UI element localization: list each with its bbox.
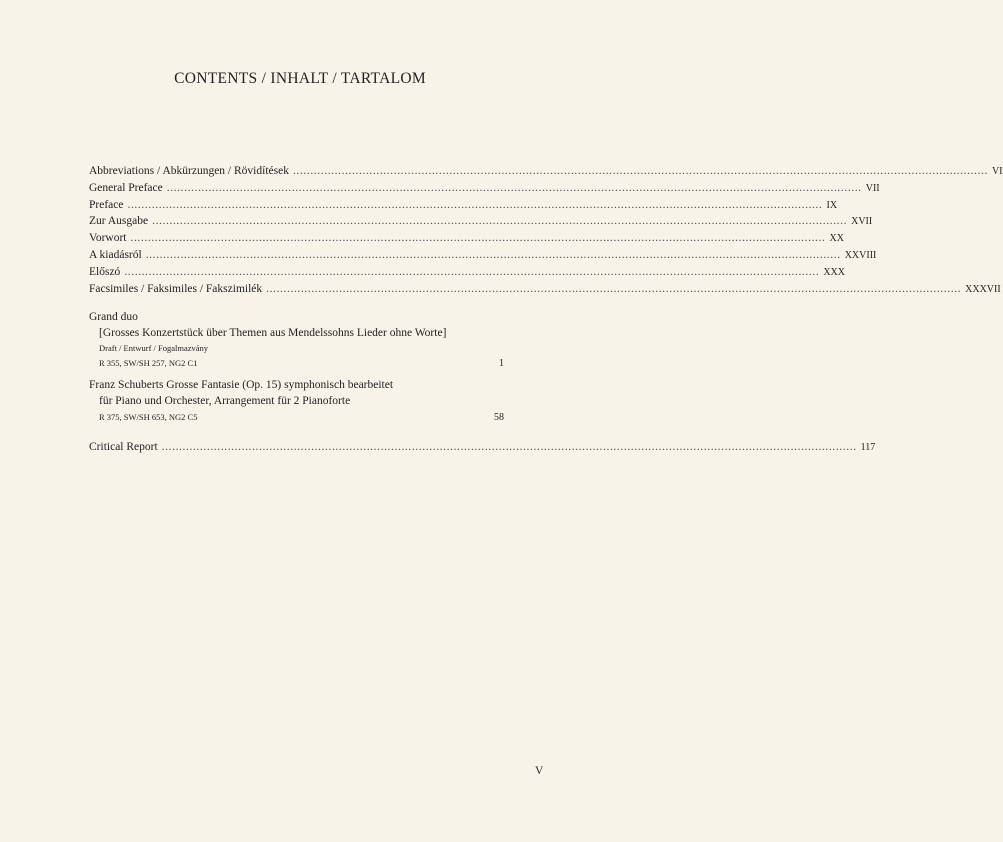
- dot-leader: ........................................................................................................................................................................................................: [124, 265, 820, 278]
- work-page: 1: [499, 358, 504, 369]
- page-title: CONTENTS / INHALT / TARTALOM: [174, 70, 426, 87]
- toc-entry-abbreviations[interactable]: [89, 163, 1003, 180]
- toc-entry-label: General Preface: [89, 181, 163, 194]
- toc-entry-page: 117: [860, 442, 876, 453]
- work-catalogue: R 375, SW/SH 653, NG2 C5: [99, 412, 198, 422]
- work-catalogue-row: [89, 409, 504, 425]
- toc-entry-page: IX: [826, 199, 838, 211]
- work-catalogue-row: [89, 355, 504, 371]
- dot-leader: ........................................................................................................................................................................................................: [166, 181, 862, 194]
- toc-entry-page: XXX: [823, 266, 845, 278]
- dot-leader: ........................................................................................................................................................................................................: [127, 198, 823, 211]
- work-page: 58: [494, 412, 504, 423]
- toc-entry-page: VI: [991, 166, 1003, 177]
- toc-entry-label: Abbreviations / Abkürzungen / Rövidítések: [89, 165, 289, 177]
- toc-entry-a-kiadasrol[interactable]: [89, 247, 877, 264]
- work-title: Grand duo: [89, 311, 138, 323]
- work-title: Franz Schuberts Grosse Fantasie (Op. 15) symphonisch bearbeitet: [89, 379, 394, 391]
- work-note: Draft / Entwurf / Fogalmazvány: [99, 343, 209, 353]
- dot-leader: ........................................................................................................................................................................................................: [266, 282, 962, 295]
- toc-entry-vorwort[interactable]: [89, 230, 844, 247]
- toc-entry-label: Preface: [89, 198, 124, 211]
- toc-entry-label: A kiadásról: [89, 248, 142, 261]
- toc-entry-page: XXVIII: [844, 249, 877, 261]
- toc-work-schubert-fantasie[interactable]: [89, 377, 504, 425]
- works-list: [89, 309, 876, 456]
- toc-entry-page: VII: [865, 182, 880, 194]
- dot-leader: ........................................................................................................................................................................................................: [161, 441, 857, 453]
- toc-entry-critical-report[interactable]: [89, 439, 876, 456]
- dot-leader: ........................................................................................................................................................................................................: [292, 165, 988, 177]
- toc-entry-page: XXXVII: [965, 283, 1001, 295]
- front-matter-list: [89, 163, 1003, 297]
- toc-work-grand-duo[interactable]: [89, 309, 504, 371]
- toc-entry-label: Vorwort: [89, 232, 127, 245]
- page-number: V: [535, 765, 544, 777]
- toc-entry-page: XVII: [851, 216, 873, 228]
- toc-entry-general-preface[interactable]: [89, 180, 880, 197]
- toc-entry-page: XX: [829, 233, 844, 245]
- toc-entry-preface[interactable]: [89, 197, 838, 214]
- dot-leader: ........................................................................................................................................................................................................: [130, 232, 826, 245]
- toc-entry-zur-ausgabe[interactable]: [89, 213, 873, 230]
- toc-entry-eloszo[interactable]: [89, 264, 845, 281]
- toc-entry-label: Előszó: [89, 265, 121, 278]
- toc-entry-facsimiles[interactable]: [89, 281, 1001, 298]
- toc-entry-label: Zur Ausgabe: [89, 215, 149, 228]
- work-catalogue: R 355, SW/SH 257, NG2 C1: [99, 358, 198, 368]
- work-subtitle: [Grosses Konzertstück über Themen aus Mendelssohns Lieder ohne Worte]: [99, 327, 447, 339]
- toc-entry-label: Facsimiles / Faksimiles / Fakszimilék: [89, 282, 263, 295]
- toc-entry-label: Critical Report: [89, 441, 158, 453]
- dot-leader: ........................................................................................................................................................................................................: [145, 248, 841, 261]
- work-subtitle: für Piano und Orchester, Arrangement für 2 Pianoforte: [99, 395, 351, 407]
- dot-leader: ........................................................................................................................................................................................................: [152, 215, 848, 228]
